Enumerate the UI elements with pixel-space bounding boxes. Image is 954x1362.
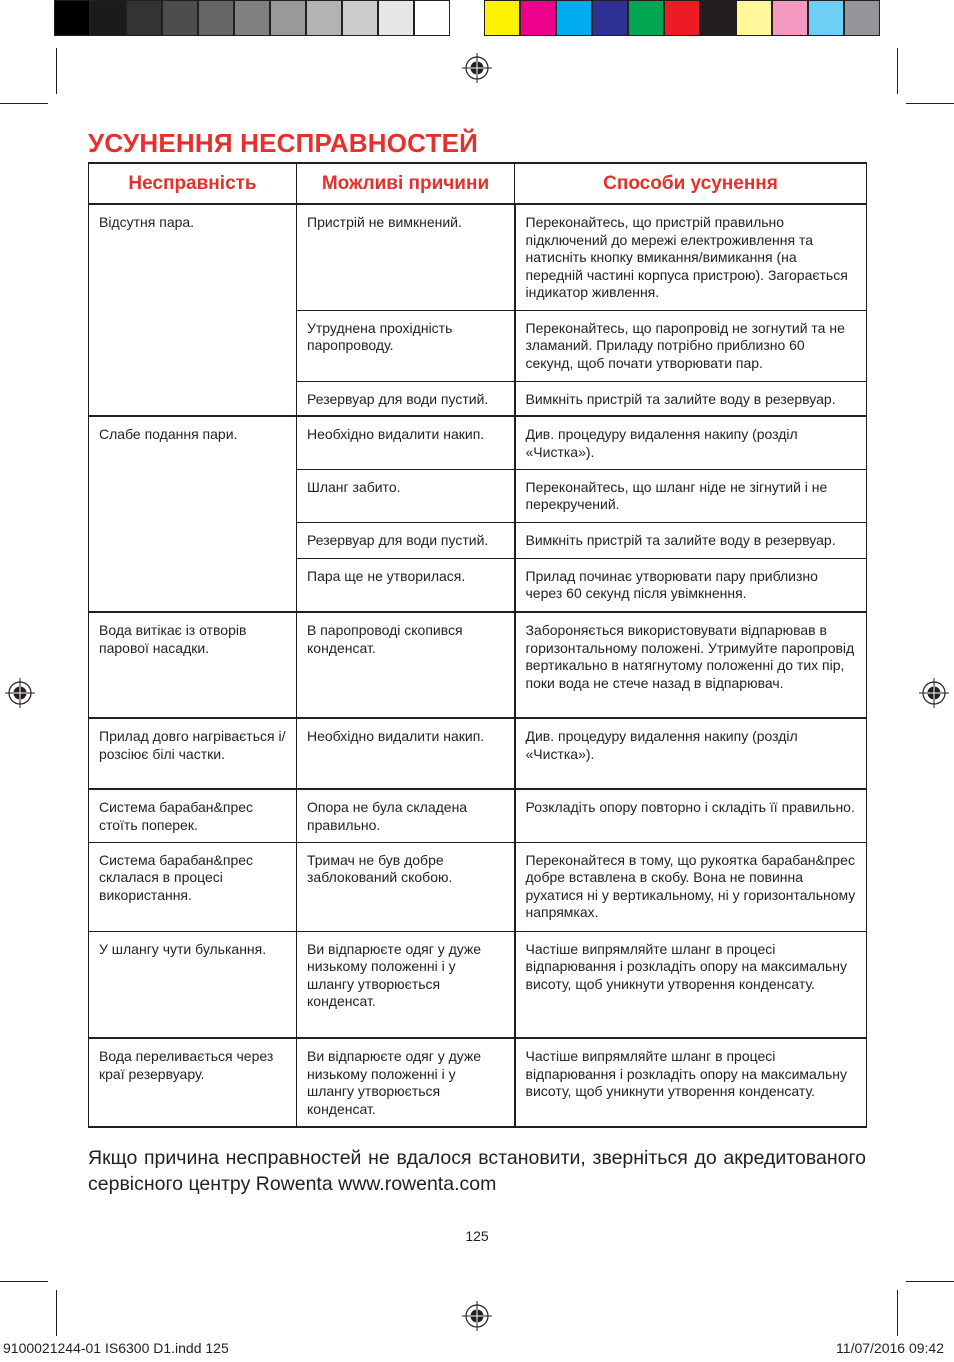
table-row <box>89 1038 867 1127</box>
column-header-causes: Можливі причини <box>297 163 515 204</box>
fault-cell: У шлангу чути булькання. <box>89 931 297 1038</box>
crop-mark <box>906 1281 954 1282</box>
solution-cell: Частіше випрямляйте шланг в процесі відпарювання і розкладіть опору на максимальну висоту, щоб уникнути утворення конденсату. <box>515 931 867 1038</box>
fault-cell: Вода витікає із отворів парової насадки. <box>89 612 297 718</box>
table-header-row <box>89 163 867 204</box>
color-swatch <box>772 0 808 36</box>
gray-swatch <box>126 0 162 36</box>
fault-cell: Відсутня пара. <box>89 204 297 416</box>
gray-swatch <box>90 0 126 36</box>
solution-cell: Переконайтесь, що пристрій правильно підключений до мережі електроживлення та натисніть кнопку вмикання/вимикання (на передній частині корпуса пристрою). Загорається індикатор живлення. <box>515 204 867 310</box>
gray-swatch <box>198 0 234 36</box>
gray-swatch <box>414 0 450 36</box>
cause-cell: Пара ще не утворилася. <box>297 558 515 612</box>
color-swatch <box>556 0 592 36</box>
fault-cell: Слабе подання пари. <box>89 416 297 612</box>
service-center-note: Якщо причина несправностей не вдалося встановити, зверніться до акредитованого сервісного центру Rowenta www.rowenta.com <box>88 1147 866 1195</box>
color-swatch <box>808 0 844 36</box>
table-row <box>89 204 867 310</box>
registration-mark-icon <box>462 53 492 83</box>
crop-mark <box>56 48 57 94</box>
cause-cell: Шланг забито. <box>297 469 515 522</box>
column-header-solutions: Способи усунення <box>515 163 867 204</box>
color-swatch <box>628 0 664 36</box>
color-swatch <box>700 0 736 36</box>
cause-cell: Резервуар для води пустий. <box>297 522 515 558</box>
column-header-fault: Несправність <box>89 163 297 204</box>
print-slug-date: 11/07/2016 09:42 <box>836 1340 944 1356</box>
registration-mark-icon <box>919 678 949 708</box>
crop-mark <box>0 103 48 104</box>
registration-mark-icon <box>462 1301 492 1331</box>
table-row <box>89 931 867 1038</box>
cause-cell: Пристрій не вимкнений. <box>297 204 515 310</box>
table-row <box>89 789 867 842</box>
gray-swatch <box>342 0 378 36</box>
page-title: УСУНЕННЯ НЕСПРАВНОСТЕЙ <box>88 128 478 158</box>
registration-mark-icon <box>5 678 35 708</box>
print-slug-file: 9100021244-01 IS6300 D1.indd 125 <box>3 1340 229 1356</box>
fault-cell: Вода переливається через краї резервуару. <box>89 1038 297 1127</box>
table-row <box>89 416 867 469</box>
page-number: 125 <box>465 1228 489 1244</box>
cause-cell: Утруднена прохідність паропроводу. <box>297 310 515 381</box>
process-color-bar <box>484 0 880 38</box>
gray-swatch <box>54 0 90 36</box>
solution-cell: Забороняється використовувати відпарював в горизонтальному положені. Утримуйте паропровід вертикально в натягнутому положенні до тих пір, поки вода не стече назад в відпарювач. <box>515 612 867 718</box>
solution-cell: Переконайтеся в тому, що рукоятка барабан&прес добре вставлена в скобу. Вона не повинна рухатися ні у вертикальному, ні у горизонтальному напрямках. <box>515 842 867 931</box>
crop-mark <box>906 103 954 104</box>
cause-cell: Ви відпарюєте одяг у дуже низькому положенні і у шлангу утворюється конденсат. <box>297 931 515 1038</box>
crop-mark <box>897 1290 898 1336</box>
grayscale-color-bar <box>54 0 450 38</box>
cause-cell: В паропроводі скопився конденсат. <box>297 612 515 718</box>
gray-swatch <box>234 0 270 36</box>
crop-mark <box>56 1290 57 1336</box>
solution-cell: Переконайтесь, що паропровід не зогнутий та не зламаний. Приладу потрібно приблизно 60 секунд, щоб почати утворювати пар. <box>515 310 867 381</box>
color-swatch <box>484 0 520 36</box>
solution-cell: Вимкніть пристрій та залийте воду в резервуар. <box>515 522 867 558</box>
solution-cell: Див. процедуру видалення накипу (розділ «Чистка»). <box>515 718 867 789</box>
gray-swatch <box>378 0 414 36</box>
gray-swatch <box>162 0 198 36</box>
cause-cell: Необхідно видалити накип. <box>297 416 515 469</box>
solution-cell: Переконайтесь, що шланг ніде не зігнутий і не перекручений. <box>515 469 867 522</box>
crop-mark <box>897 48 898 94</box>
color-swatch <box>520 0 556 36</box>
table-row <box>89 842 867 931</box>
solution-cell: Див. процедуру видалення накипу (розділ «Чистка»). <box>515 416 867 469</box>
solution-cell: Вимкніть пристрій та залийте воду в резервуар. <box>515 381 867 416</box>
cause-cell: Ви відпарюєте одяг у дуже низькому положенні і у шлангу утворюється конденсат. <box>297 1038 515 1127</box>
troubleshooting-table <box>88 162 867 1128</box>
gray-swatch <box>306 0 342 36</box>
crop-mark <box>0 1281 48 1282</box>
color-swatch <box>844 0 880 36</box>
fault-cell: Система барабан&прес склалася в процесі використання. <box>89 842 297 931</box>
cause-cell: Необхідно видалити накип. <box>297 718 515 789</box>
fault-cell: Система барабан&прес стоїть поперек. <box>89 789 297 842</box>
cause-cell: Тримач не був добре заблокований скобою. <box>297 842 515 931</box>
table-row <box>89 612 867 718</box>
cause-cell: Резервуар для води пустий. <box>297 381 515 416</box>
gray-swatch <box>270 0 306 36</box>
fault-cell: Прилад довго нагрівається і/ розсіює білі частки. <box>89 718 297 789</box>
color-swatch <box>592 0 628 36</box>
color-swatch <box>664 0 700 36</box>
table-row <box>89 718 867 789</box>
solution-cell: Частіше випрямляйте шланг в процесі відпарювання і розкладіть опору на максимальну висоту, щоб уникнути утворення конденсату. <box>515 1038 867 1127</box>
color-swatch <box>736 0 772 36</box>
solution-cell: Прилад починає утворювати пару приблизно через 60 секунд після увімкнення. <box>515 558 867 612</box>
solution-cell: Розкладіть опору повторно і складіть її правильно. <box>515 789 867 842</box>
cause-cell: Опора не була складена правильно. <box>297 789 515 842</box>
